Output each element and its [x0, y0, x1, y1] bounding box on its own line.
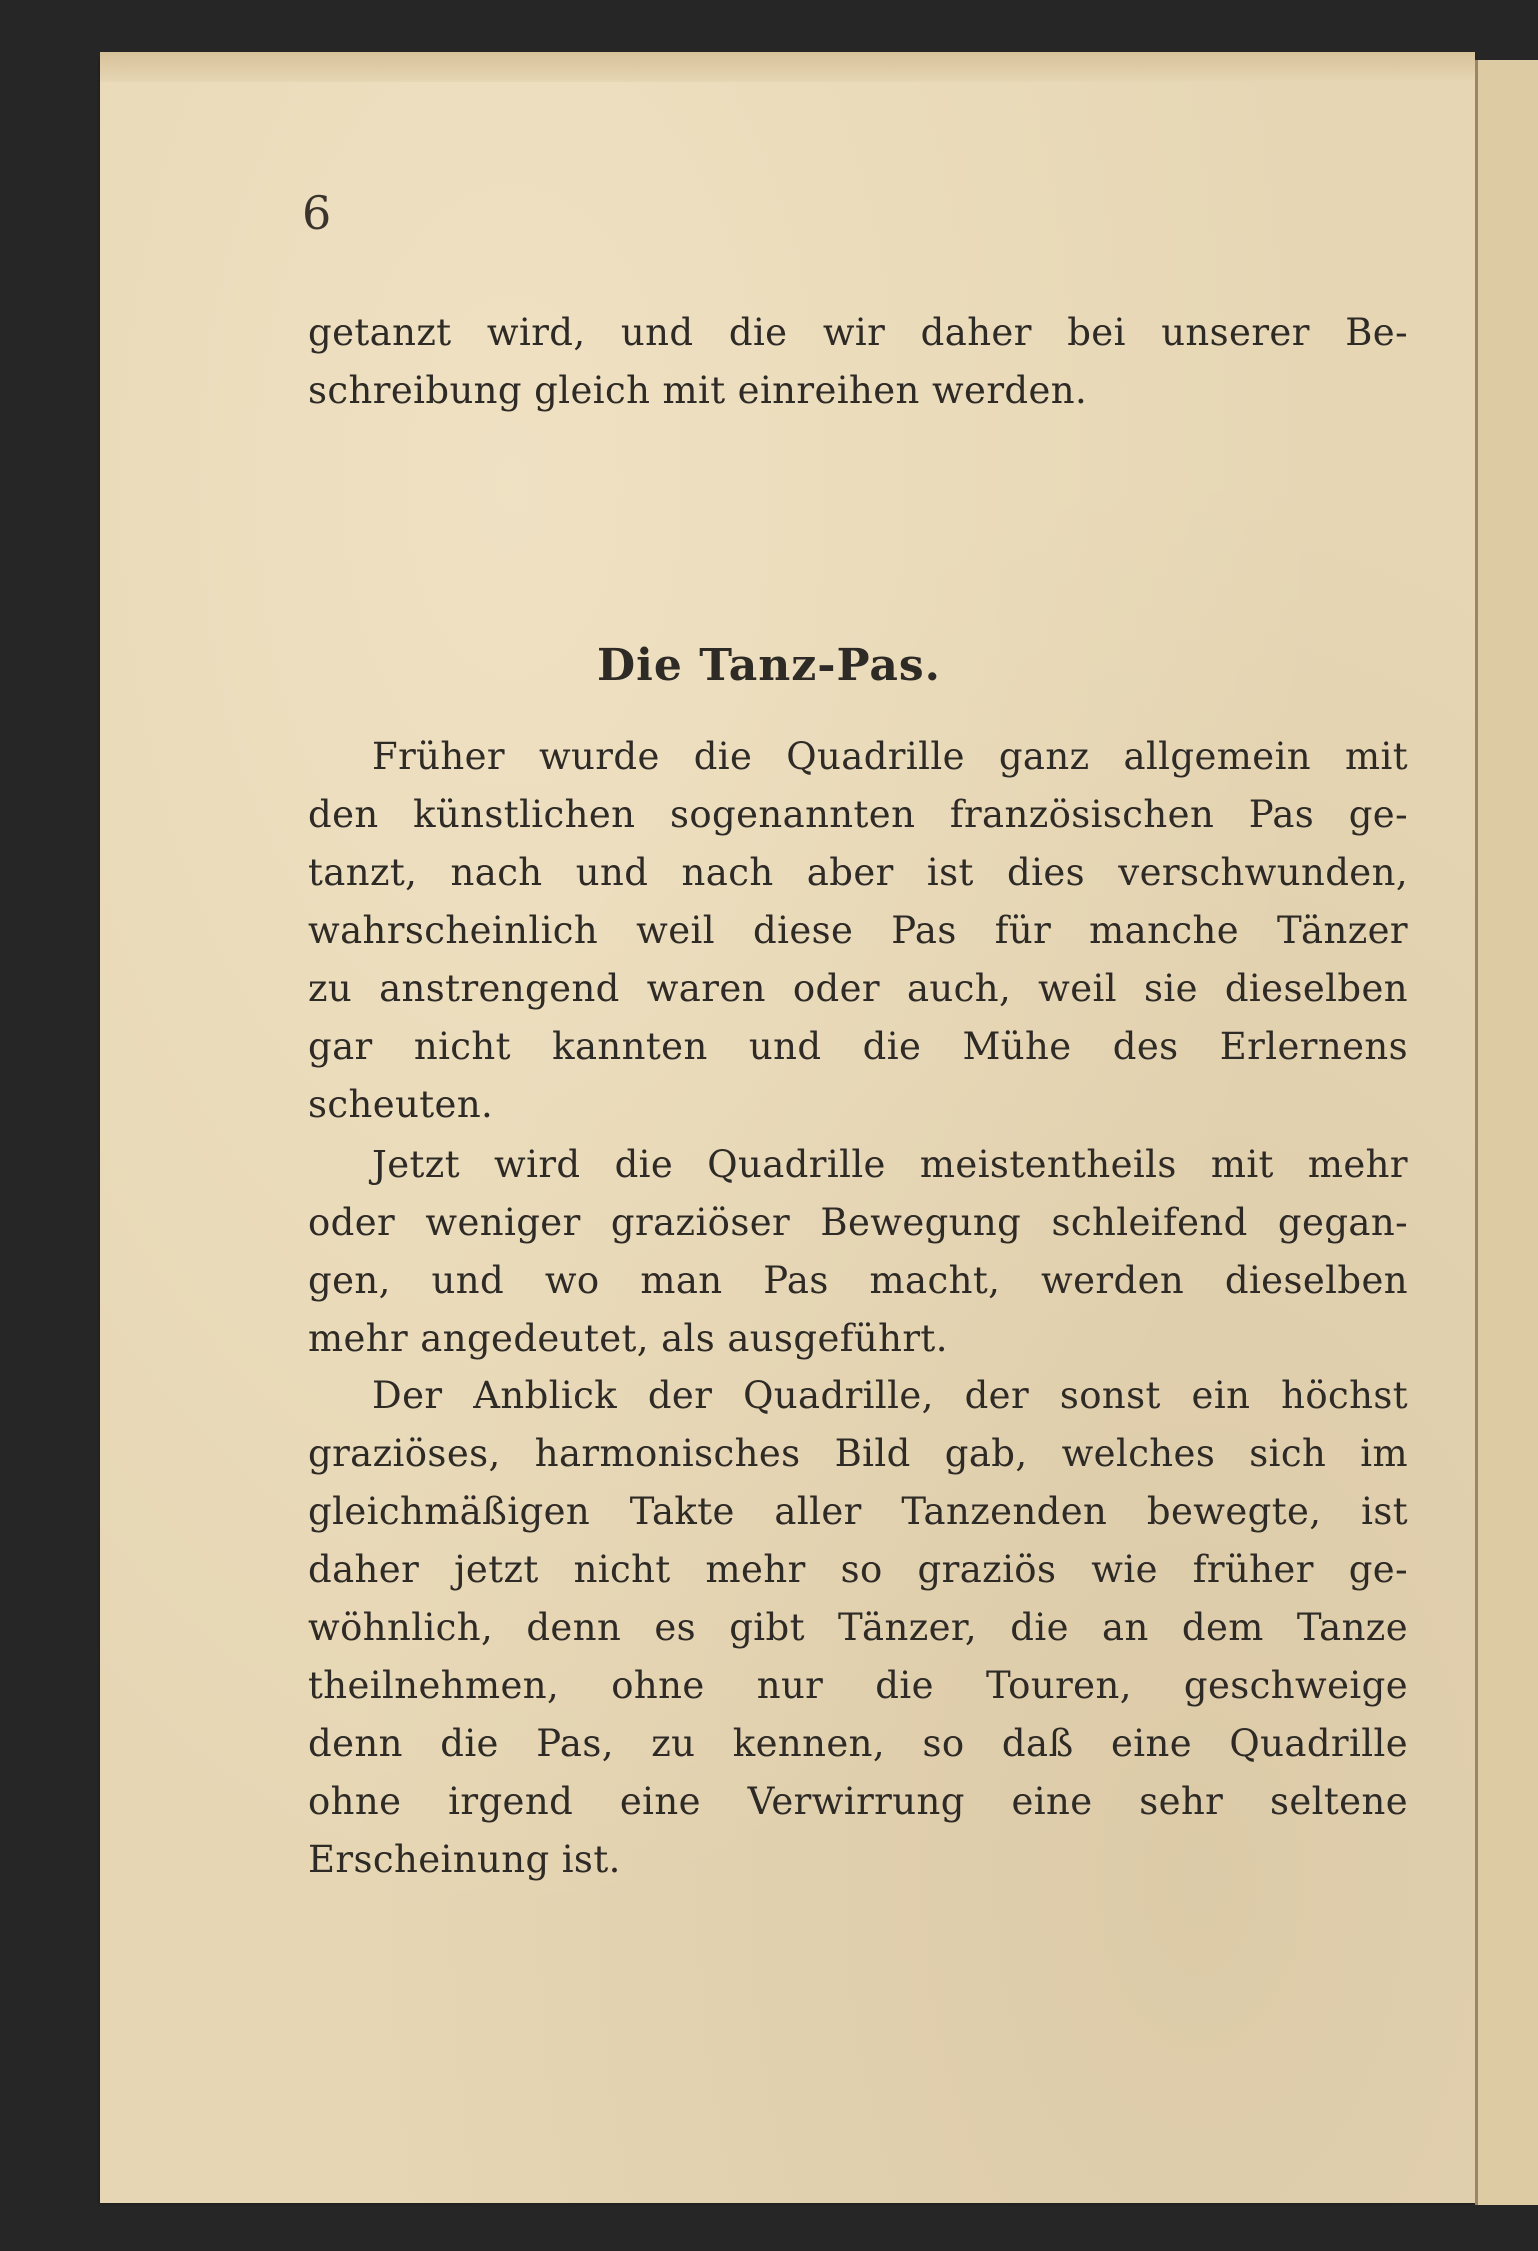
text-line: getanzt wird, und die wir daher bei unserer Be- [308, 311, 1408, 354]
text-line: oder weniger graziöser Bewegung schleifend gegan- [308, 1201, 1408, 1244]
page-number: 6 [302, 186, 332, 240]
gutter-fold [1475, 60, 1478, 2205]
paragraph-2 [308, 1136, 1408, 1368]
text-line: schreibung gleich mit einreihen werden. [308, 369, 1088, 412]
text-line: graziöses, harmonisches Bild gab, welches sich im [308, 1432, 1408, 1475]
text-line: gleichmäßigen Takte aller Tanzenden bewegte, ist [308, 1490, 1408, 1533]
text-line: theilnehmen, ohne nur die Touren, geschweige [308, 1664, 1408, 1707]
text-line: Früher wurde die Quadrille ganz allgemein mit [372, 735, 1408, 778]
paragraph-3 [308, 1367, 1408, 1889]
text-line: denn die Pas, zu kennen, so daß eine Quadrille [308, 1722, 1408, 1765]
text-line: Der Anblick der Quadrille, der sonst ein höchst [372, 1374, 1408, 1417]
text-line: daher jetzt nicht mehr so graziös wie früher ge- [308, 1548, 1408, 1591]
text-line: mehr angedeutet, als ausgeführt. [308, 1317, 948, 1360]
section-heading: Die Tanz-Pas. [597, 640, 941, 691]
paragraph-1 [308, 728, 1408, 1134]
text-line: wahrscheinlich weil diese Pas für manche Tänzer [308, 909, 1408, 952]
text-line: gen, und wo man Pas macht, werden dieselben [308, 1259, 1408, 1302]
text-line: Erscheinung ist. [308, 1838, 621, 1881]
text-line: zu anstrengend waren oder auch, weil sie dieselben [308, 967, 1408, 1010]
text-line: ohne irgend eine Verwirrung eine sehr seltene [308, 1780, 1408, 1823]
text-line: Jetzt wird die Quadrille meistentheils mit mehr [372, 1143, 1408, 1186]
text-line: tanzt, nach und nach aber ist dies verschwunden, [308, 851, 1408, 894]
text-line: den künstlichen sogenannten französischen Pas ge- [308, 793, 1408, 836]
opening-text [308, 304, 1408, 420]
page-top-edge [100, 52, 1475, 82]
text-line: wöhnlich, denn es gibt Tänzer, die an dem Tanze [308, 1606, 1408, 1649]
text-line: gar nicht kannten und die Mühe des Erlernens [308, 1025, 1408, 1068]
facing-page-edge [1475, 60, 1538, 2205]
text-line: scheuten. [308, 1083, 494, 1126]
